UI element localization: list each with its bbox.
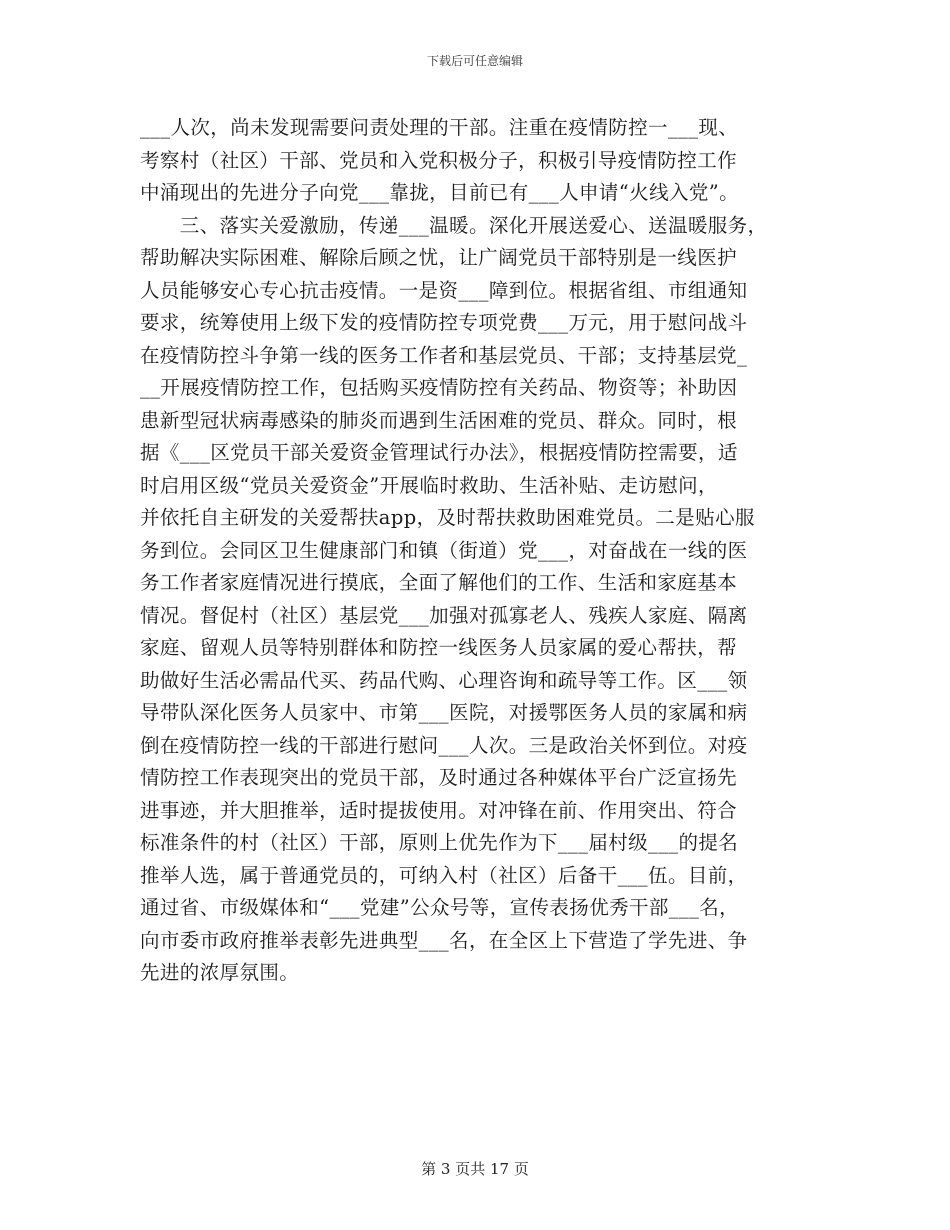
text-line: 据《___区党员干部关爱资金管理试行办法》，根据疫情防控需要，适 <box>140 441 738 464</box>
text-line: 通过省、市级媒体和“___党建”公众号等，宣传表扬优秀干部___名， <box>140 896 740 919</box>
text-line: 推举人选，属于普通党员的，可纳入村（社区）后备干___伍。目前， <box>140 863 748 887</box>
text-line: 倒在疫情防控一线的干部进行慰问___人次。三是政治关怀到位。对疫 <box>140 733 748 757</box>
text-line: 在疫情防控斗争第一线的医务工作者和基层党员、干部；支持基层党_ <box>140 343 748 367</box>
text-line: 助做好生活必需品代买、药品代购、心理咨询和疏导等工作。区___领 <box>140 668 748 692</box>
text-line: 考察村（社区）干部、党员和入党积极分子，积极引导疫情防控工作 <box>140 148 738 172</box>
text-line: 向市委市政府推举表彰先进典型___名，在全区上下营造了学先进、争 <box>140 928 748 952</box>
text-line: ___人次，尚未发现需要问责处理的干部。注重在疫情防控一___现、 <box>140 116 739 139</box>
text-line: 要求，统筹使用上级下发的疫情防控专项党费___万元，用于慰问战斗 <box>140 311 748 334</box>
text-line: 三、落实关爱激励，传递___温暖。深化开展送爱心、送温暖服务， <box>140 213 768 237</box>
text-line: 帮助解决实际困难、解除后顾之忧，让广阔党员干部特别是一线医护 <box>140 246 738 269</box>
text-line: 标准条件的村（社区）干部，原则上优先作为下___届村级___的提名 <box>140 831 739 854</box>
text-line: 中涌现出的先进分子向党___靠拢，目前已有___人申请“火线入党”。 <box>140 181 740 204</box>
text-line: 务工作者家庭情况进行摸底，全面了解他们的工作、生活和家庭基本 <box>140 571 738 594</box>
text-line: 情况。督促村（社区）基层党___加强对孤寡老人、残疾人家庭、隔离 <box>140 603 748 627</box>
text-line: 导带队深化医务人员家中、市第___医院，对援鄂医务人员的家属和病 <box>140 701 748 724</box>
text-line: __开展疫情防控工作，包括购买疫情防控有关药品、物资等；补助因 <box>140 376 738 399</box>
text-line: 进事迹，并大胆推举，适时提拔使用。对冲锋在前、作用突出、符合 <box>140 798 738 822</box>
text-line: 人员能够安心专心抗击疫情。一是资___障到位。根据省组、市组通知 <box>140 278 748 302</box>
document-body <box>140 112 820 990</box>
text-line: 家庭、留观人员等特别群体和防控一线医务人员家属的爱心帮扶，帮 <box>140 636 738 659</box>
text-line: 并依托自主研发的关爱帮扶app，及时帮扶救助困难党员。二是贴心服 <box>140 506 755 529</box>
page-footer: 第 3 页共 17 页 <box>421 1160 529 1178</box>
text-line: 时启用区级“党员关爱资金”开展临时救助、生活补贴、走访慰问， <box>140 473 718 497</box>
page-header: 下载后可任意编辑 <box>426 54 523 68</box>
text-line: 务到位。会同区卫生健康部门和镇（街道）党___，对奋战在一线的医 <box>140 538 748 562</box>
text-line: 情防控工作表现突出的党员干部，及时通过各种媒体平台广泛宣扬先 <box>140 766 738 789</box>
text-line: 患新型冠状病毒感染的肺炎而遇到生活困难的党员、群众。同时，根 <box>140 408 738 432</box>
text-line: 先进的浓厚氛围。 <box>140 961 300 984</box>
